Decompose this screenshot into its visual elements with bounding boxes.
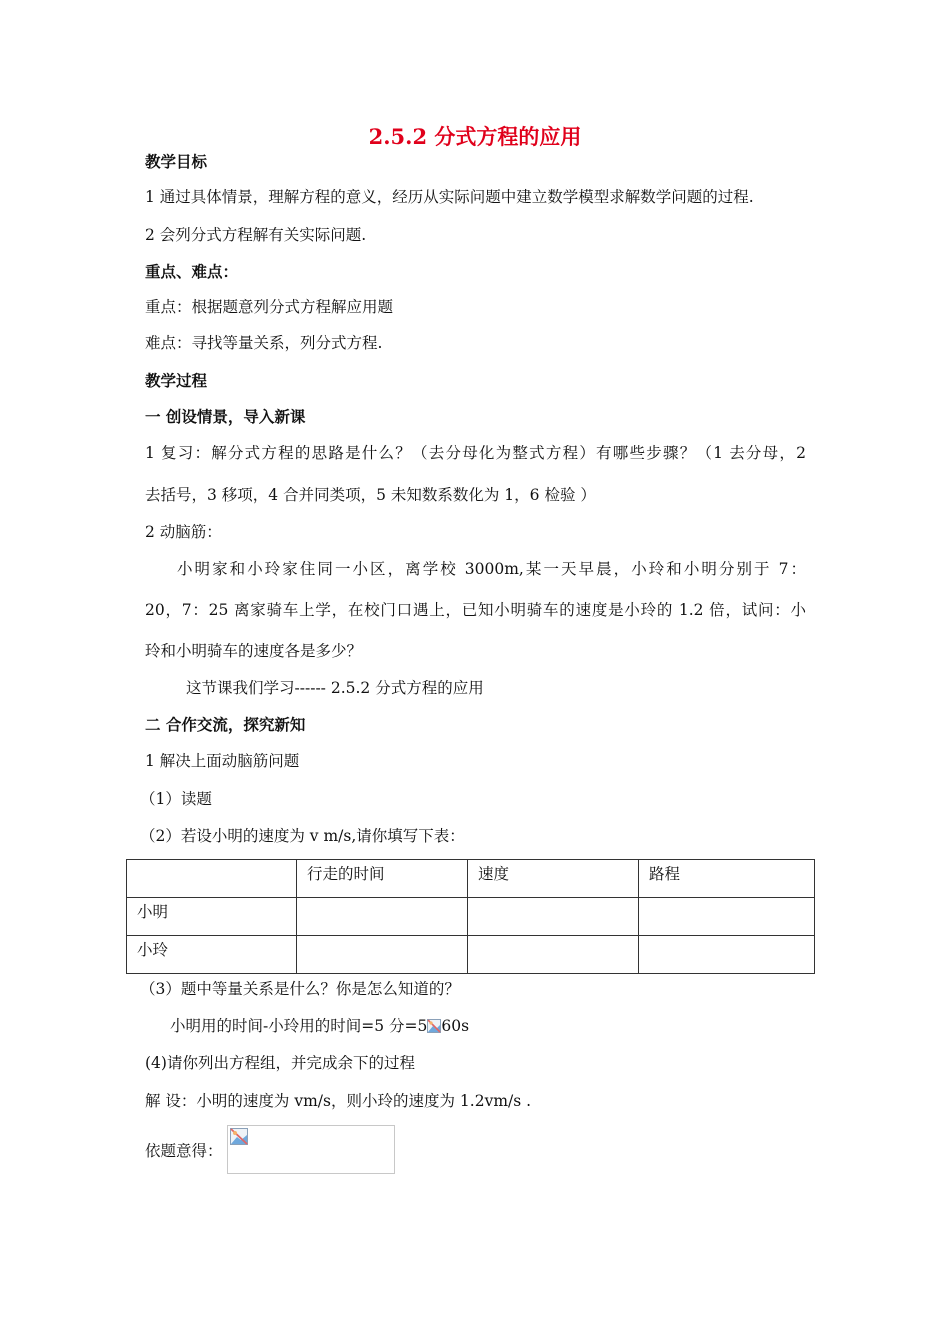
by-problem-label: 依题意得： [145,1142,223,1160]
table-cell [468,936,639,974]
broken-image-icon [427,1018,441,1032]
heading-key-points: 重点、难点： [145,262,239,281]
table-row [127,898,815,936]
difficulty-point: 难点：寻找等量关系，列分式方程. [145,334,383,352]
table-header-cell: 路程 [639,860,815,898]
heading-goals: 教学目标 [145,152,208,171]
table-cell [468,898,639,936]
table-header-cell [127,860,297,898]
solution-setup: 解 设：小明的速度为 vm/s，则小玲的速度为 1.2vm/s . [145,1092,532,1110]
heading-part-1: 一 创设情景，导入新课 [145,407,306,426]
problem-line-2: 20，7：25 离家骑车上学，在校门口遇上，已知小明骑车的速度是小玲的 1.2 倍，试问：小 [145,601,806,619]
table-cell [297,898,468,936]
brainstorm-label: 2 动脑筋： [145,523,222,541]
goal-1: 1 通过具体情景，理解方程的意义，经历从实际问题中建立数学模型求解数学问题的过程. [145,188,754,206]
key-point: 重点：根据题意列分式方程解应用题 [145,298,394,316]
lesson-intro: 这节课我们学习------ 2.5.2 分式方程的应用 [186,679,484,697]
relation-text-right: 60s [441,1017,470,1035]
table-cell: 小明 [127,898,297,936]
heading-process: 教学过程 [145,371,208,390]
broken-image-icon [230,1128,248,1145]
doc-title: 2.5.2 分式方程的应用 [368,124,582,149]
table-cell: 小玲 [127,936,297,974]
goal-2: 2 会列分式方程解有关实际问题. [145,226,367,244]
table-row [127,936,815,974]
table-cell [639,936,815,974]
table-header-row [127,860,815,898]
step-3: （3）题中等量关系是什么？你是怎么知道的？ [140,980,460,998]
table-header-cell: 速度 [468,860,639,898]
heading-part-2: 二 合作交流，探究新知 [145,715,306,734]
problem-line-3: 玲和小明骑车的速度各是多少？ [145,642,363,660]
equation-image-placeholder [227,1125,395,1174]
problem-line-1: 小明家和小玲家住同一小区，离学校 3000m,某一天早晨，小玲和小明分别于 7： [177,560,806,578]
review-line-2: 去括号，3 移项，4 合并同类项，5 未知数系数化为 1，6 检验 ） [145,486,596,504]
step-1: （1）读题 [140,790,212,808]
table-cell [297,936,468,974]
table-cell [639,898,815,936]
fill-in-table [126,859,815,974]
step-4: (4)请你列出方程组，并完成余下的过程 [145,1054,415,1072]
table-header-cell: 行走的时间 [297,860,468,898]
solve-label: 1 解决上面动脑筋问题 [145,752,300,770]
equal-relation [170,1016,469,1036]
review-line-1: 1 复习：解分式方程的思路是什么？（去分母化为整式方程）有哪些步骤？（1 去分母，2 [145,444,806,462]
relation-text-left: 小明用的时间-小玲用的时间=5 分=5 [170,1017,428,1035]
step-2: （2）若设小明的速度为 v m/s,请你填写下表： [140,827,465,845]
